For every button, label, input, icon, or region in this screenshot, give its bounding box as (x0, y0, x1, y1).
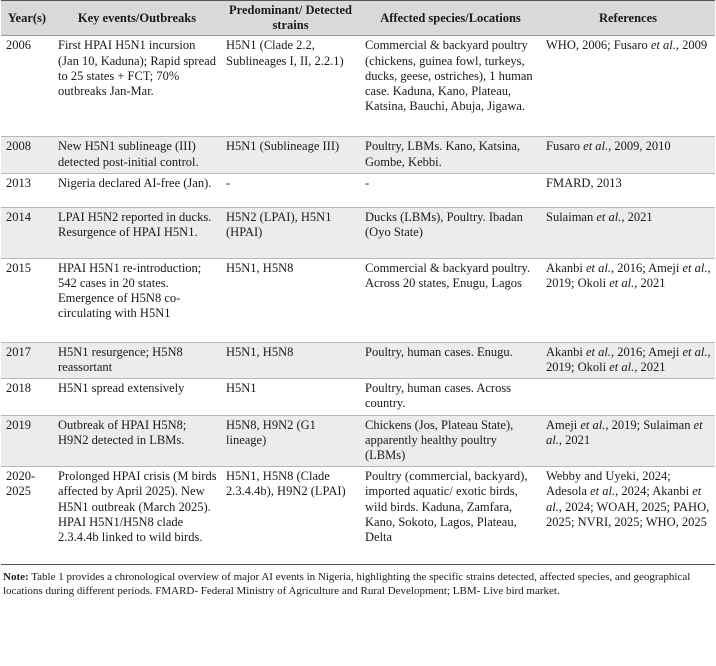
year-cell: 2014 (1, 207, 53, 258)
references-cell (541, 207, 715, 258)
reference-text: Fusaro (546, 139, 584, 154)
event-cell: Prolonged HPAI crisis (M birds affected by April 2025). New H5N1 outbreak (March 2025). HPAI H5N1/H5N8 clade 2.3.4.4b linked to wild birds. (53, 467, 221, 565)
references-cell (541, 173, 715, 207)
table-row (1, 137, 715, 173)
table-note (0, 565, 716, 598)
species-cell: Commercial & backyard poultry (chickens, guinea fowl, turkeys, ducks, geese, ostriches), 1 human case. Kaduna, Kano, Plateau, Katsina, Bauchi, Abuja, Jigawa. (360, 36, 541, 137)
reference-text: , 2024; WOAH, 2025; PAHO, 2025; NVRI, 2025; WHO, 2025 (546, 499, 710, 529)
table-row (1, 342, 715, 378)
reference-etal: et al. (609, 276, 635, 291)
note-text: Table 1 provides a chronological overview of major AI events in Nigeria, highlighting the specific strains detected, affected species, and geographical locations during different periods. FMARD- Federal Ministry of Agriculture and Rural Development; LBM- Live bird market. (3, 571, 691, 597)
reference-etal: et al. (580, 417, 606, 432)
reference-text: Ameji (546, 417, 581, 432)
reference-etal: et al. (682, 344, 708, 359)
reference-text: , 2009, 2010 (608, 139, 671, 154)
table-row (1, 36, 715, 137)
event-cell: New H5N1 sublineage (III) detected post-initial control. (53, 137, 221, 173)
header-references: References (541, 1, 715, 36)
strain-cell: H5N1 (Sublineage III) (221, 137, 360, 173)
event-cell: First HPAI H5N1 incursion (Jan 10, Kaduna); Rapid spread to 25 states + FCT; 70% outbreaks Jan-Mar. (53, 36, 221, 137)
header-year: Year(s) (1, 1, 53, 36)
event-cell: H5N1 resurgence; H5N8 reassortant (53, 342, 221, 378)
reference-etal: et al. (583, 139, 609, 154)
year-cell: 2019 (1, 415, 53, 467)
species-cell: Ducks (LBMs), Poultry. Ibadan (Oyo State) (360, 207, 541, 258)
year-cell: 2020-2025 (1, 467, 53, 565)
reference-text: , 2016; Ameji (610, 344, 683, 359)
year-cell: 2013 (1, 173, 53, 207)
species-cell: Poultry, human cases. Across country. (360, 379, 541, 415)
reference-text: FMARD, 2013 (546, 175, 622, 190)
species-cell: Poultry (commercial, backyard), imported aquatic/ exotic birds, wild birds. Kaduna, Zamfara, Kano, Sokoto, Lagos, Plateau, Delta (360, 467, 541, 565)
event-cell: H5N1 spread extensively (53, 379, 221, 415)
references-cell (541, 137, 715, 173)
strain-cell: H5N1 (221, 379, 360, 415)
species-cell: Poultry, LBMs. Kano, Katsina, Gombe, Kebbi. (360, 137, 541, 173)
strain-cell: H5N1 (Clade 2.2, Sublineages I, II, 2.2.1) (221, 36, 360, 137)
strain-cell: H5N1, H5N8 (221, 342, 360, 378)
strain-cell: H5N8, H9N2 (G1 lineage) (221, 415, 360, 467)
year-cell: 2017 (1, 342, 53, 378)
species-cell: Poultry, human cases. Enugu. (360, 342, 541, 378)
ai-events-table (1, 0, 715, 565)
year-cell: 2018 (1, 379, 53, 415)
table-row (1, 173, 715, 207)
references-cell (541, 36, 715, 137)
table-body (1, 36, 715, 565)
header-key-events: Key events/Outbreaks (53, 1, 221, 36)
reference-text: , 2019; Sulaiman (605, 417, 694, 432)
event-cell: Nigeria declared AI-free (Jan). (53, 173, 221, 207)
reference-text: , 2019; Okoli (546, 344, 711, 375)
species-cell: Chickens (Jos, Plateau State), apparently healthy poultry (LBMs) (360, 415, 541, 467)
header-strains: Predominant/ Detected strains (221, 1, 360, 36)
references-cell (541, 342, 715, 378)
reference-etal: et al. (682, 260, 708, 275)
year-cell: 2006 (1, 36, 53, 137)
species-cell: Commercial & backyard poultry. Across 20 states, Enugu, Lagos (360, 258, 541, 342)
event-cell: HPAI H5N1 re-introduction; 542 cases in 20 states. Emergence of H5N8 co-circulating with H5N1 (53, 258, 221, 342)
references-cell (541, 258, 715, 342)
table-row (1, 258, 715, 342)
reference-text: , 2009 (675, 38, 708, 53)
strain-cell: H5N1, H5N8 (Clade 2.3.4.4b), H9N2 (LPAI) (221, 467, 360, 565)
header-row (1, 1, 715, 36)
reference-etal: et al. (650, 38, 676, 53)
reference-etal: et al. (596, 209, 622, 224)
reference-etal: et al. (585, 344, 611, 359)
reference-etal: et al. (546, 484, 702, 514)
table-row (1, 467, 715, 565)
event-cell: LPAI H5N2 reported in ducks. Resurgence of HPAI H5N1. (53, 207, 221, 258)
note-label: Note: (3, 571, 29, 584)
species-cell: - (360, 173, 541, 207)
reference-text: Webby and Uyeki, 2024; Adesola (546, 469, 671, 499)
references-cell (541, 379, 715, 415)
reference-text: Sulaiman (546, 209, 597, 224)
reference-text: , 2021 (634, 360, 666, 375)
table-row (1, 415, 715, 467)
reference-text: Akanbi (546, 260, 586, 275)
table-row (1, 379, 715, 415)
reference-text: WHO, 2006; Fusaro (546, 38, 651, 53)
reference-etal: et al. (609, 360, 635, 375)
strain-cell: H5N1, H5N8 (221, 258, 360, 342)
reference-text: , 2021 (621, 209, 653, 224)
reference-text: , 2024; Akanbi (615, 484, 693, 499)
table-row (1, 207, 715, 258)
reference-etal: et al. (546, 417, 703, 447)
year-cell: 2008 (1, 137, 53, 173)
references-cell (541, 415, 715, 467)
reference-text: , 2019; Okoli (546, 260, 711, 291)
strain-cell: - (221, 173, 360, 207)
references-cell (541, 467, 715, 565)
reference-text: , 2016; Ameji (610, 260, 683, 275)
reference-text: , 2021 (634, 276, 666, 291)
event-cell: Outbreak of HPAI H5N8; H9N2 detected in LBMs. (53, 415, 221, 467)
reference-text: , 2021 (558, 432, 591, 447)
header-species-locations: Affected species/Locations (360, 1, 541, 36)
reference-etal: et al. (585, 260, 611, 275)
reference-etal: et al. (590, 484, 616, 499)
reference-text: Akanbi (546, 344, 586, 359)
strain-cell: H5N2 (LPAI), H5N1 (HPAI) (221, 207, 360, 258)
year-cell: 2015 (1, 258, 53, 342)
